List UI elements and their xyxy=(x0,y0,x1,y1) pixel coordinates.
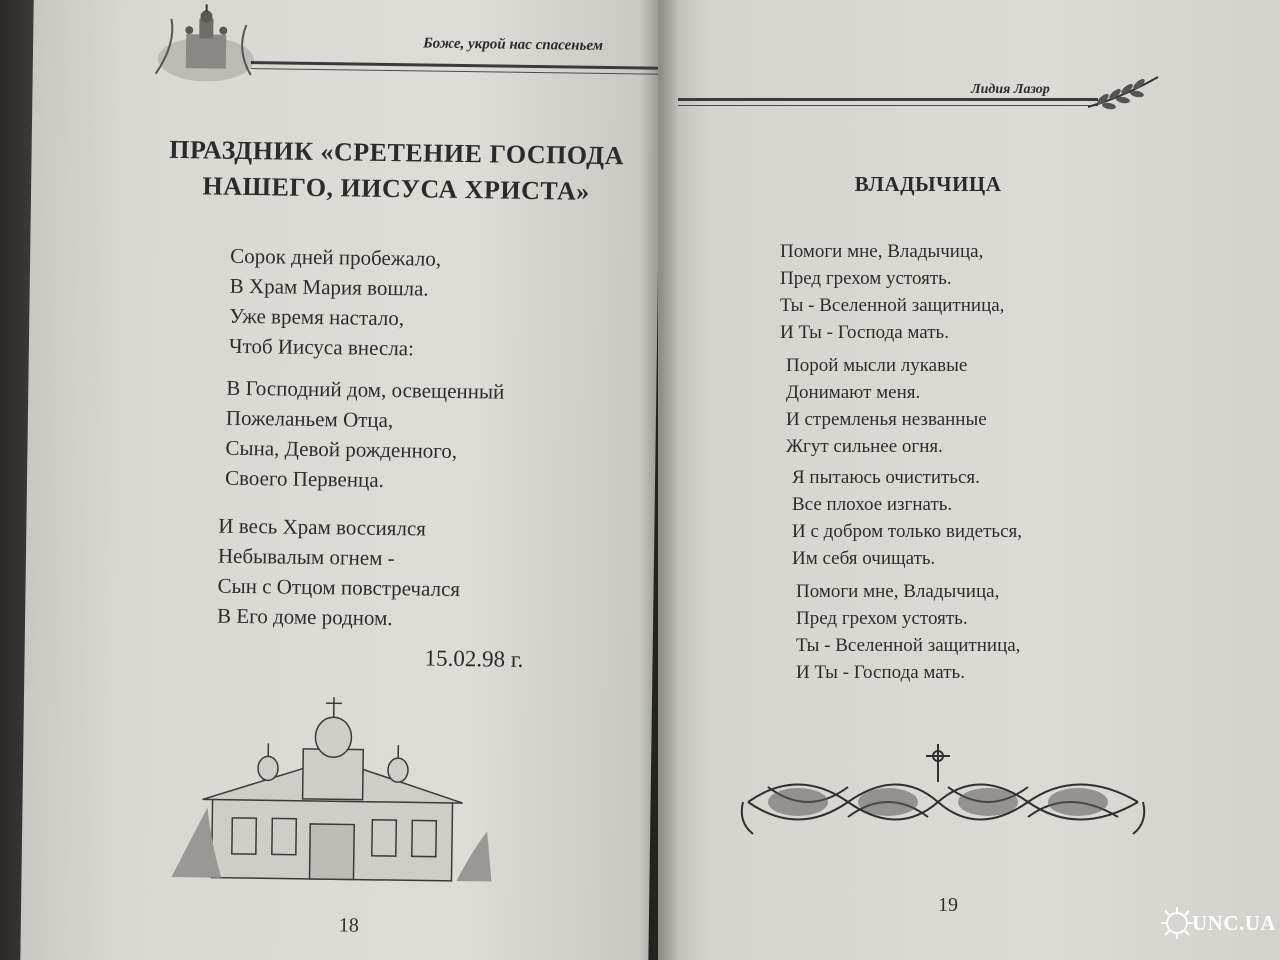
watermark-text: UNC.UA xyxy=(1192,911,1277,935)
poem-line: Небывалым огнем - xyxy=(217,543,395,571)
poem-line: Донимают меня. xyxy=(786,382,921,403)
poem-line: Ты - Вселенной защитница, xyxy=(780,295,1005,316)
poem-line: Все плохое изгнать. xyxy=(792,494,953,515)
poem-line: Пожеланьем Отца, xyxy=(225,405,394,433)
poem-line: И Ты - Господа мать. xyxy=(780,322,949,343)
book-gutter xyxy=(640,0,680,960)
poem-line: Чтоб Иисуса внесла: xyxy=(228,333,415,361)
poem-title-left-line-1: ПРАЗДНИК «СРЕТЕНИЕ ГОСПОДА xyxy=(169,134,625,171)
poem-line: И весь Храм воссиялся xyxy=(218,513,427,541)
stanza-right-2 xyxy=(786,352,987,460)
stanza-right-1 xyxy=(780,238,1004,346)
poem-line: Ты - Вселенной защитница, xyxy=(796,635,1021,656)
laurel-branch-icon xyxy=(1083,72,1163,112)
poem-line: Помоги мне, Владычица, xyxy=(796,581,1000,602)
poem-date: 15.02.98 г. xyxy=(424,645,524,672)
poem-line: Сына, Девой рожденного, xyxy=(225,435,458,463)
running-header-left: Боже, укрой нас спасеньем xyxy=(423,35,604,54)
poem-line: Своего Первенца. xyxy=(224,465,385,492)
poem-line: Пред грехом устоять. xyxy=(780,268,952,289)
watermark-logo-icon xyxy=(1160,906,1194,940)
poem-line: В Храм Мария вошла. xyxy=(229,273,429,301)
right-page xyxy=(658,0,1280,960)
stanza-right-3 xyxy=(792,464,1022,572)
poem-line: Уже время настало, xyxy=(229,303,405,331)
stanza-left-1 xyxy=(229,241,442,364)
page-number-right: 19 xyxy=(938,894,958,916)
page-number-left: 18 xyxy=(338,914,359,937)
poem-line: Сорок дней пробежало, xyxy=(230,243,442,271)
stanza-left-3 xyxy=(217,511,461,634)
ornament-cross-icon xyxy=(738,742,1148,852)
church-vignette-icon xyxy=(151,4,262,86)
poem-line: Помоги мне, Владычица, xyxy=(780,241,984,262)
poem-line: Я пытаюсь очиститься. xyxy=(792,467,980,488)
poem-title-left xyxy=(161,132,632,211)
church-illustration-icon xyxy=(171,687,494,891)
poem-line: Жгут сильнее огня. xyxy=(786,436,943,457)
poem-line: И с добром только видеться, xyxy=(792,521,1022,542)
left-page xyxy=(20,0,662,960)
header-rule-right xyxy=(678,98,1098,101)
poem-line: И стремленья незванные xyxy=(786,409,987,430)
poem-line: Им себя очищать. xyxy=(792,548,936,569)
header-rule-left-thin xyxy=(251,68,661,75)
poem-line: И Ты - Господа мать. xyxy=(796,662,965,683)
poem-line: В Его доме родном. xyxy=(216,603,393,631)
poem-line: Сын с Отцом повстречался xyxy=(217,573,461,602)
poem-line: В Господний дом, освещенный xyxy=(226,375,505,404)
poem-line: Порой мысли лукавые xyxy=(786,355,968,376)
poem-title-left-line-2: НАШЕГО, ИИСУСА ХРИСТА» xyxy=(202,171,590,206)
running-header-right: Лидия Лазор xyxy=(971,82,1050,97)
stanza-right-4 xyxy=(796,578,1020,686)
poem-title-right: ВЛАДЫЧИЦА xyxy=(854,172,1002,196)
poem-line: Пред грехом устоять. xyxy=(796,608,968,629)
header-rule-right-thin xyxy=(678,105,1098,106)
stanza-left-2 xyxy=(225,373,505,497)
